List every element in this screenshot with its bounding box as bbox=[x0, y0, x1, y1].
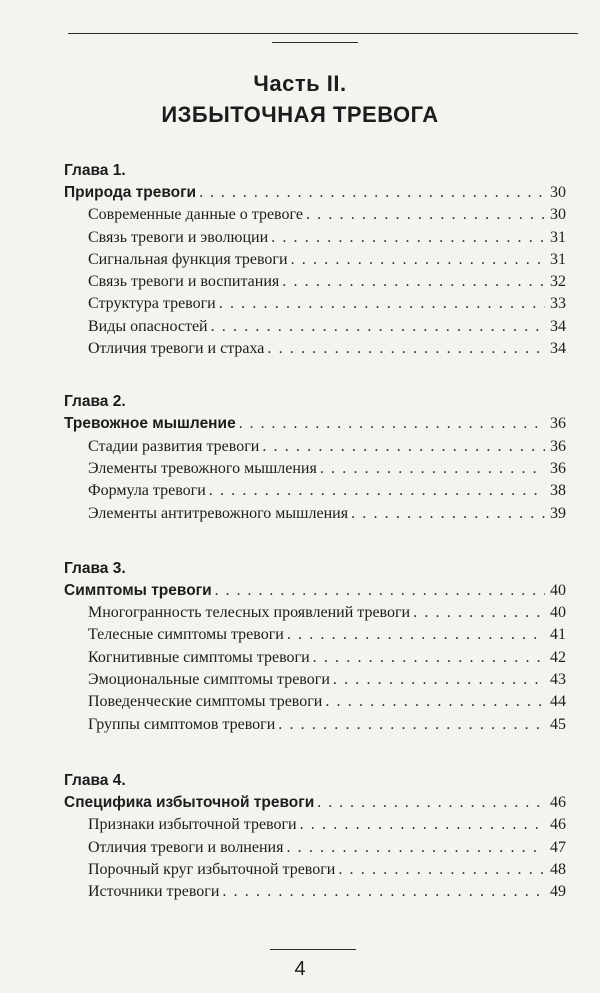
section-page: 44 bbox=[550, 693, 566, 711]
section-page: 36 bbox=[550, 459, 566, 477]
section-title: Элементы антитревожного мышления bbox=[88, 504, 349, 522]
dot-leader bbox=[413, 602, 545, 624]
section-entry[interactable] bbox=[66, 271, 566, 293]
dot-leader bbox=[278, 714, 545, 736]
section-page: 30 bbox=[550, 206, 566, 224]
bottom-rule bbox=[270, 949, 356, 950]
page-number: 4 bbox=[294, 958, 306, 980]
section-entry[interactable] bbox=[66, 436, 566, 458]
section-entry[interactable] bbox=[66, 714, 566, 736]
section-page: 36 bbox=[550, 437, 566, 455]
dot-leader bbox=[291, 249, 545, 271]
section-page: 40 bbox=[550, 604, 566, 622]
dot-leader bbox=[222, 881, 545, 903]
dot-leader bbox=[282, 271, 545, 293]
section-page: 34 bbox=[550, 317, 566, 335]
section-title: Признаки избыточной тревоги bbox=[88, 816, 297, 834]
dot-leader bbox=[300, 814, 545, 836]
chapter-page: 36 bbox=[550, 415, 566, 433]
section-entry[interactable] bbox=[66, 837, 566, 859]
chapter-label: Глава 4. bbox=[64, 771, 126, 789]
dot-leader bbox=[267, 338, 545, 360]
chapter-page: 30 bbox=[550, 184, 566, 201]
section-title: Группы симптомов тревоги bbox=[88, 715, 276, 733]
table-of-contents bbox=[66, 160, 566, 937]
part-number: Часть II. bbox=[253, 71, 347, 96]
top-rule bbox=[68, 33, 578, 34]
section-entry[interactable] bbox=[66, 480, 566, 502]
dot-leader bbox=[262, 436, 545, 458]
dot-leader bbox=[313, 647, 545, 669]
dot-leader bbox=[306, 204, 545, 226]
section-title: Поведенческие симптомы тревоги bbox=[88, 693, 323, 711]
section-title: Многогранность телесных проявлений тревоги bbox=[88, 604, 411, 622]
section-title: Отличия тревоги и страха bbox=[88, 340, 265, 358]
dot-leader bbox=[286, 837, 545, 859]
chapter-title: Специфика избыточной тревоги bbox=[64, 793, 315, 811]
chapter-title: Природа тревоги bbox=[64, 184, 197, 201]
chapter-entry[interactable] bbox=[64, 182, 566, 204]
section-entry[interactable] bbox=[66, 691, 566, 713]
section-title: Элементы тревожного мышления bbox=[88, 459, 317, 477]
dot-leader bbox=[338, 859, 545, 881]
section-title: Сигнальная функция тревоги bbox=[88, 250, 288, 268]
top-rule-short bbox=[272, 42, 358, 43]
toc-chapter bbox=[66, 558, 566, 736]
dot-leader bbox=[219, 293, 545, 315]
dot-leader bbox=[239, 413, 545, 435]
section-title: Порочный круг избыточной тревоги bbox=[88, 860, 336, 878]
dot-leader bbox=[271, 227, 545, 249]
chapter-title: Тревожное мышление bbox=[64, 415, 236, 433]
section-entry[interactable] bbox=[66, 814, 566, 836]
section-entry[interactable] bbox=[66, 503, 566, 525]
dot-leader bbox=[209, 480, 545, 502]
section-entry[interactable] bbox=[66, 624, 566, 646]
section-entry[interactable] bbox=[66, 249, 566, 271]
section-entry[interactable] bbox=[66, 602, 566, 624]
section-title: Виды опасностей bbox=[88, 317, 208, 335]
section-title: Стадии развития тревоги bbox=[88, 437, 260, 455]
section-entry[interactable] bbox=[66, 881, 566, 903]
chapter-label: Глава 1. bbox=[64, 162, 126, 179]
section-entry[interactable] bbox=[66, 227, 566, 249]
chapter-page: 40 bbox=[550, 581, 566, 599]
toc-chapter bbox=[66, 391, 566, 524]
part-header bbox=[0, 70, 600, 130]
dot-leader bbox=[351, 503, 545, 525]
dot-leader bbox=[333, 669, 545, 691]
section-page: 45 bbox=[550, 715, 566, 733]
section-title: Формула тревоги bbox=[88, 482, 206, 500]
section-page: 46 bbox=[550, 816, 566, 834]
section-title: Структура тревоги bbox=[88, 295, 216, 313]
section-title: Эмоциональные симптомы тревоги bbox=[88, 671, 330, 689]
section-entry[interactable] bbox=[66, 647, 566, 669]
dot-leader bbox=[211, 316, 545, 338]
dot-leader bbox=[320, 458, 545, 480]
chapter-entry[interactable] bbox=[64, 413, 566, 435]
chapter-label: Глава 2. bbox=[64, 393, 126, 411]
section-entry[interactable] bbox=[66, 669, 566, 691]
section-entry[interactable] bbox=[66, 293, 566, 315]
section-page: 41 bbox=[550, 626, 566, 644]
chapter-label: Глава 3. bbox=[64, 559, 126, 577]
section-title: Когнитивные симптомы тревоги bbox=[88, 648, 310, 666]
section-entry[interactable] bbox=[66, 338, 566, 360]
section-page: 47 bbox=[550, 838, 566, 856]
section-page: 31 bbox=[550, 228, 566, 246]
chapter-entry[interactable] bbox=[64, 792, 566, 814]
section-title: Отличия тревоги и волнения bbox=[88, 838, 284, 856]
dot-leader bbox=[199, 182, 545, 204]
section-entry[interactable] bbox=[66, 859, 566, 881]
dot-leader bbox=[215, 580, 545, 602]
section-page: 43 bbox=[550, 671, 566, 689]
section-page: 33 bbox=[550, 295, 566, 313]
dot-leader bbox=[317, 792, 545, 814]
chapter-title: Симптомы тревоги bbox=[64, 581, 212, 599]
section-page: 38 bbox=[550, 482, 566, 500]
section-entry[interactable] bbox=[66, 204, 566, 226]
section-title: Источники тревоги bbox=[88, 883, 220, 901]
section-title: Связь тревоги и воспитания bbox=[88, 273, 280, 291]
section-title: Телесные симптомы тревоги bbox=[88, 626, 284, 644]
section-page: 34 bbox=[550, 340, 566, 358]
toc-chapter bbox=[66, 160, 566, 360]
section-page: 42 bbox=[550, 648, 566, 666]
section-title: Связь тревоги и эволюции bbox=[88, 228, 269, 246]
section-page: 49 bbox=[550, 883, 566, 901]
section-entry[interactable] bbox=[66, 458, 566, 480]
section-page: 48 bbox=[550, 860, 566, 878]
section-title: Современные данные о тревоге bbox=[88, 206, 303, 224]
chapter-page: 46 bbox=[550, 793, 566, 811]
part-title: ИЗБЫТОЧНАЯ ТРЕВОГА bbox=[161, 102, 439, 127]
section-page: 31 bbox=[550, 250, 566, 268]
section-page: 39 bbox=[550, 504, 566, 522]
toc-chapter bbox=[66, 770, 566, 903]
section-page: 32 bbox=[550, 273, 566, 291]
chapter-entry[interactable] bbox=[64, 580, 566, 602]
dot-leader bbox=[325, 691, 545, 713]
section-entry[interactable] bbox=[66, 316, 566, 338]
dot-leader bbox=[287, 624, 545, 646]
